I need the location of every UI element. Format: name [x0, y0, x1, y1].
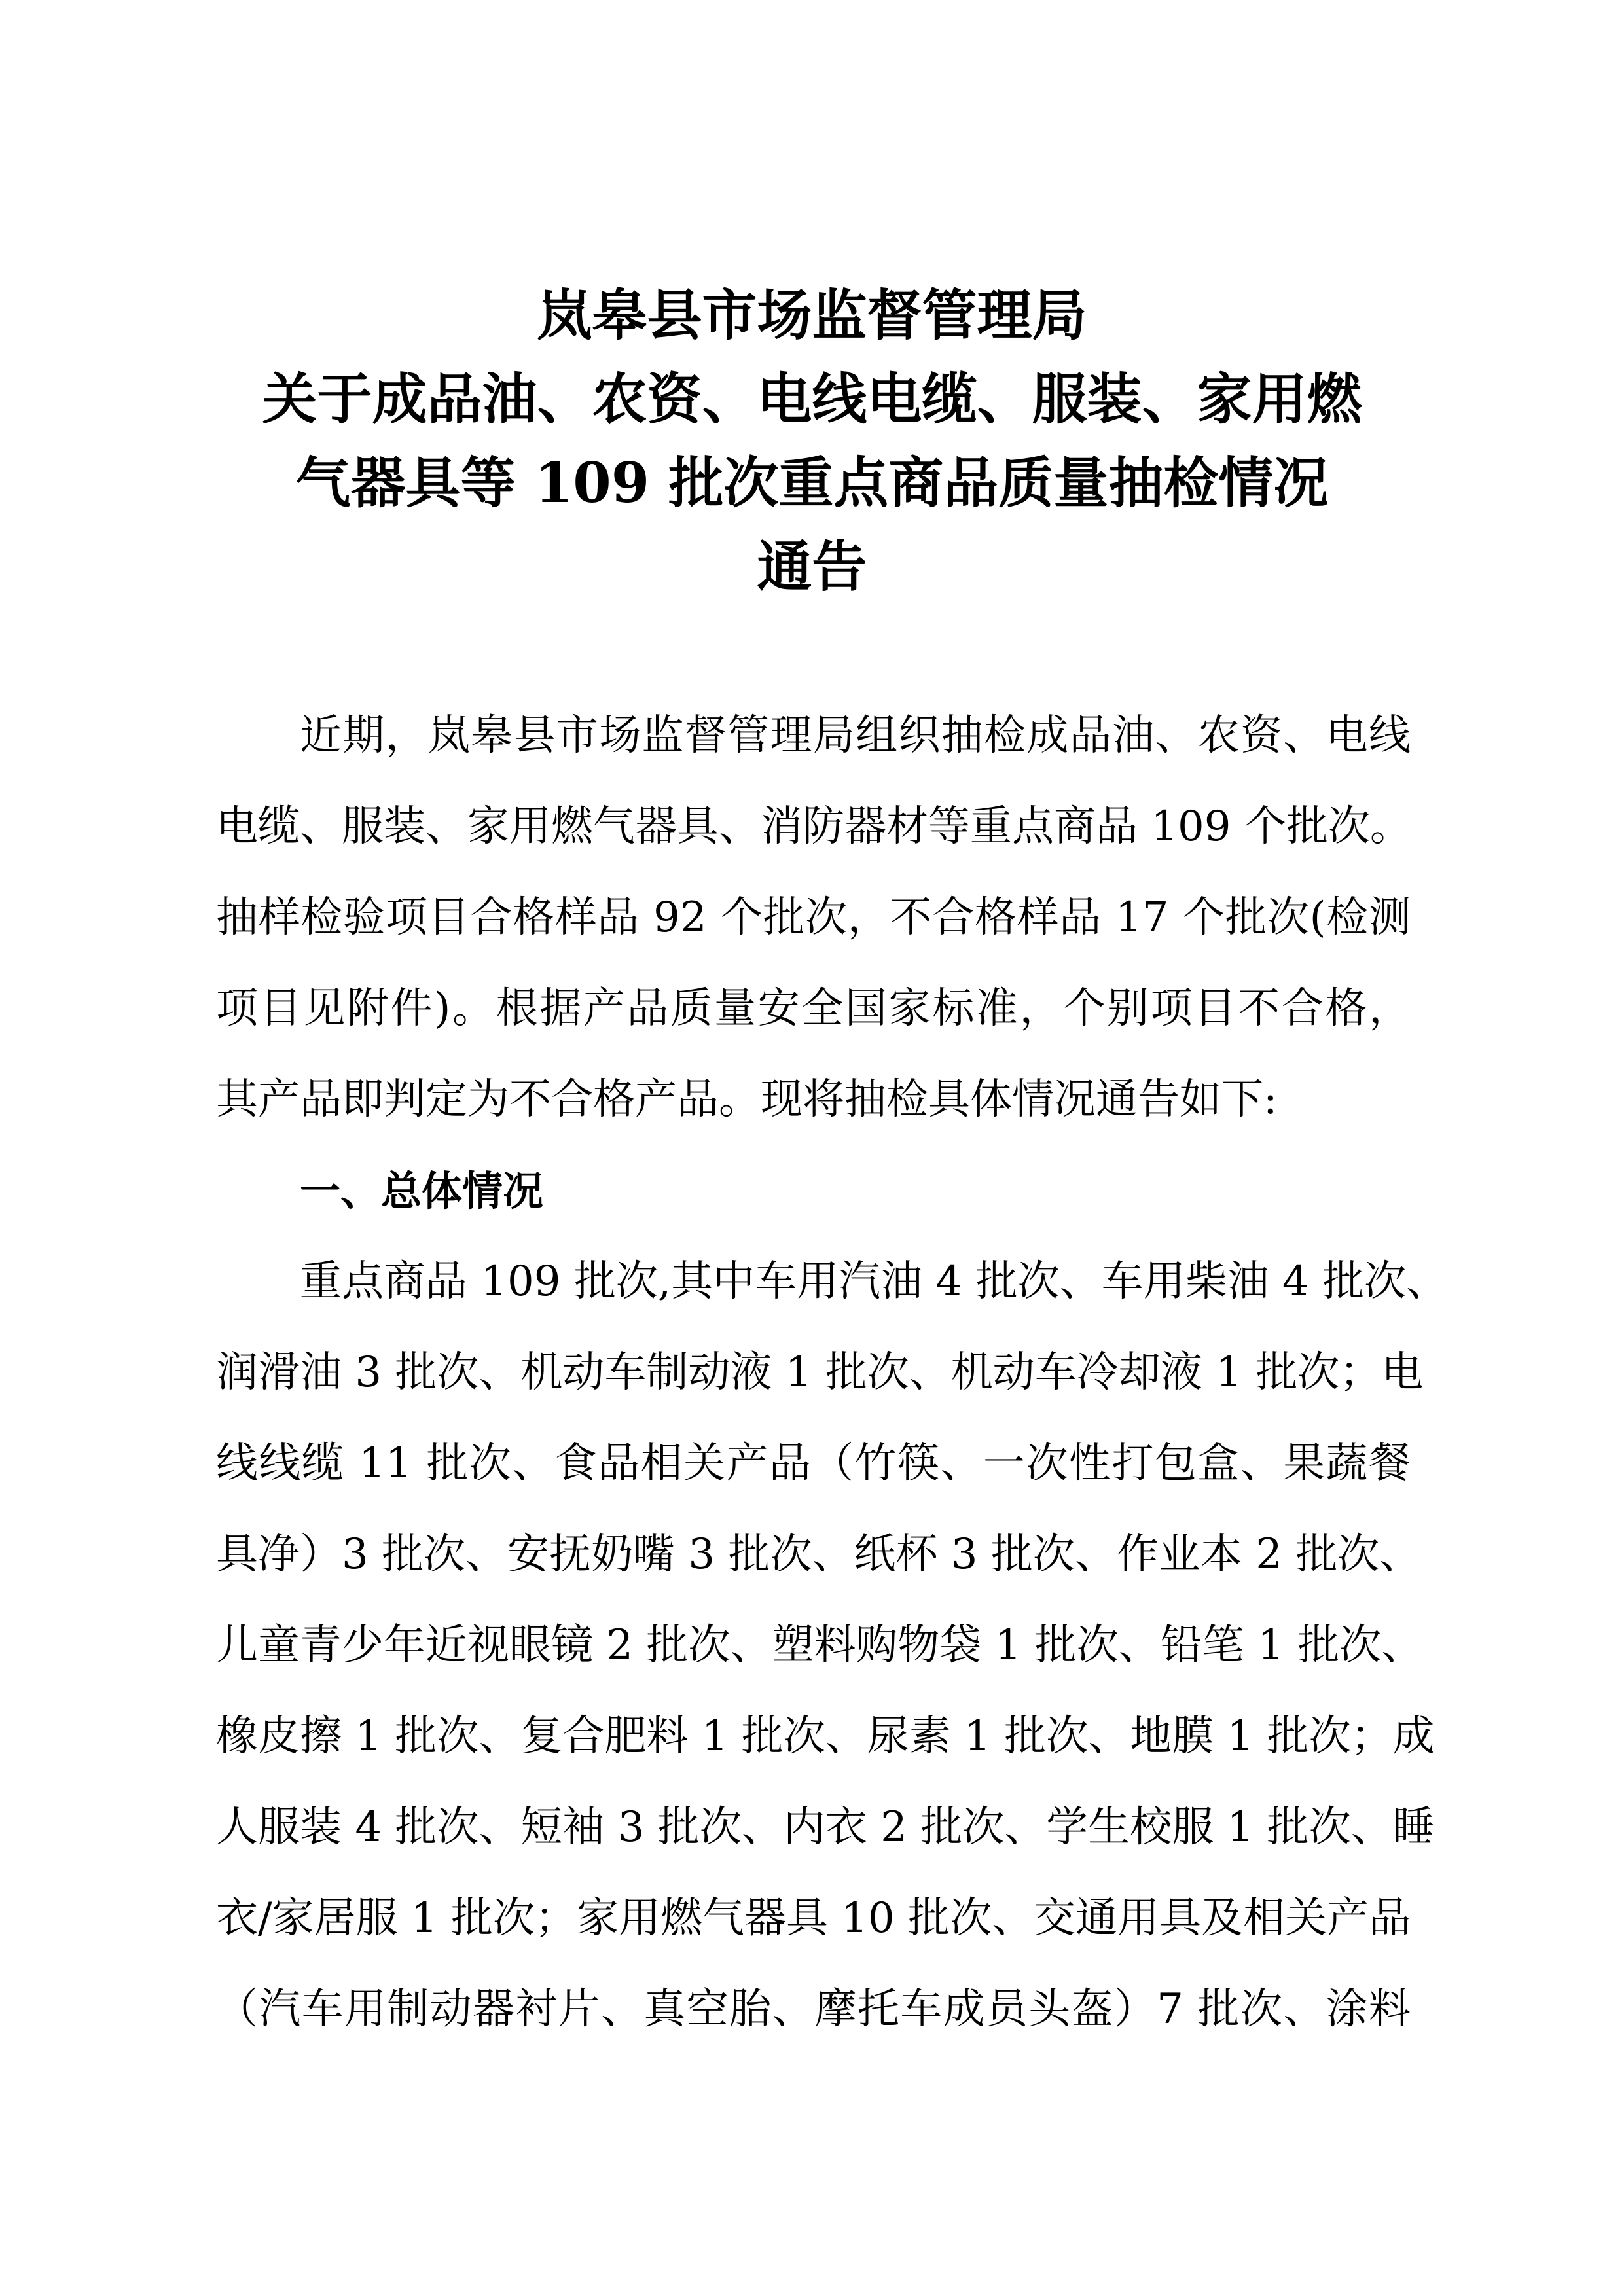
title-line-subject-1: 关于成品油、农资、电线电缆、服装、家用燃	[262, 367, 1362, 431]
title-line-subject-2: 气器具等 109 批次重点商品质量抽检情况	[295, 450, 1329, 515]
intro-paragraph-line: 近期，岚皋县市场监督管理局组织抽检成品油、农资、电线	[300, 711, 1411, 760]
section1-paragraph-line: 儿童青少年近视眼镜 2 批次、塑料购物袋 1 批次、铅笔 1 批次、	[216, 1621, 1424, 1670]
title-line-doc-type: 通告	[757, 534, 867, 599]
intro-paragraph-line: 项目见附件)。根据产品质量安全国家标准，个别项目不合格，	[216, 984, 1411, 1033]
section1-paragraph-line: 重点商品 109 批次,其中车用汽油 4 批次、车用柴油 4 批次、	[300, 1257, 1448, 1306]
section1-paragraph-line: 橡皮擦 1 批次、复合肥料 1 批次、尿素 1 批次、地膜 1 批次；成	[216, 1712, 1435, 1761]
section1-paragraph-line: 衣/家居服 1 批次；家用燃气器具 10 批次、交通用具及相关产品	[216, 1894, 1411, 1943]
section1-paragraph-line: 具净）3 批次、安抚奶嘴 3 批次、纸杯 3 批次、作业本 2 批次、	[216, 1530, 1422, 1579]
section1-paragraph-line: 线线缆 11 批次、食品相关产品（竹筷、一次性打包盒、果蔬餐	[216, 1439, 1411, 1488]
intro-paragraph-line: 其产品即判定为不合格产品。现将抽检具体情况通告如下:	[216, 1075, 1278, 1124]
document-body	[216, 691, 1448, 2055]
section1-paragraph-line: （汽车用制动器衬片、真空胎、摩托车成员头盔）7 批次、涂料	[216, 1985, 1411, 2034]
section1-paragraph-line: 人服装 4 批次、短袖 3 批次、内衣 2 批次、学生校服 1 批次、睡	[216, 1803, 1435, 1852]
title-line-issuer: 岚皋县市场监督管理局	[537, 283, 1087, 348]
document-title	[131, 274, 1493, 609]
section1-paragraph-line: 润滑油 3 批次、机动车制动液 1 批次、机动车冷却液 1 批次；电	[216, 1348, 1424, 1397]
intro-paragraph-line: 抽样检验项目合格样品 92 个批次，不合格样品 17 个批次(检测	[216, 893, 1411, 942]
section-heading-overall: 一、总体情况	[300, 1167, 544, 1215]
intro-paragraph-line: 电缆、服装、家用燃气器具、消防器材等重点商品 109 个批次。	[216, 802, 1412, 851]
